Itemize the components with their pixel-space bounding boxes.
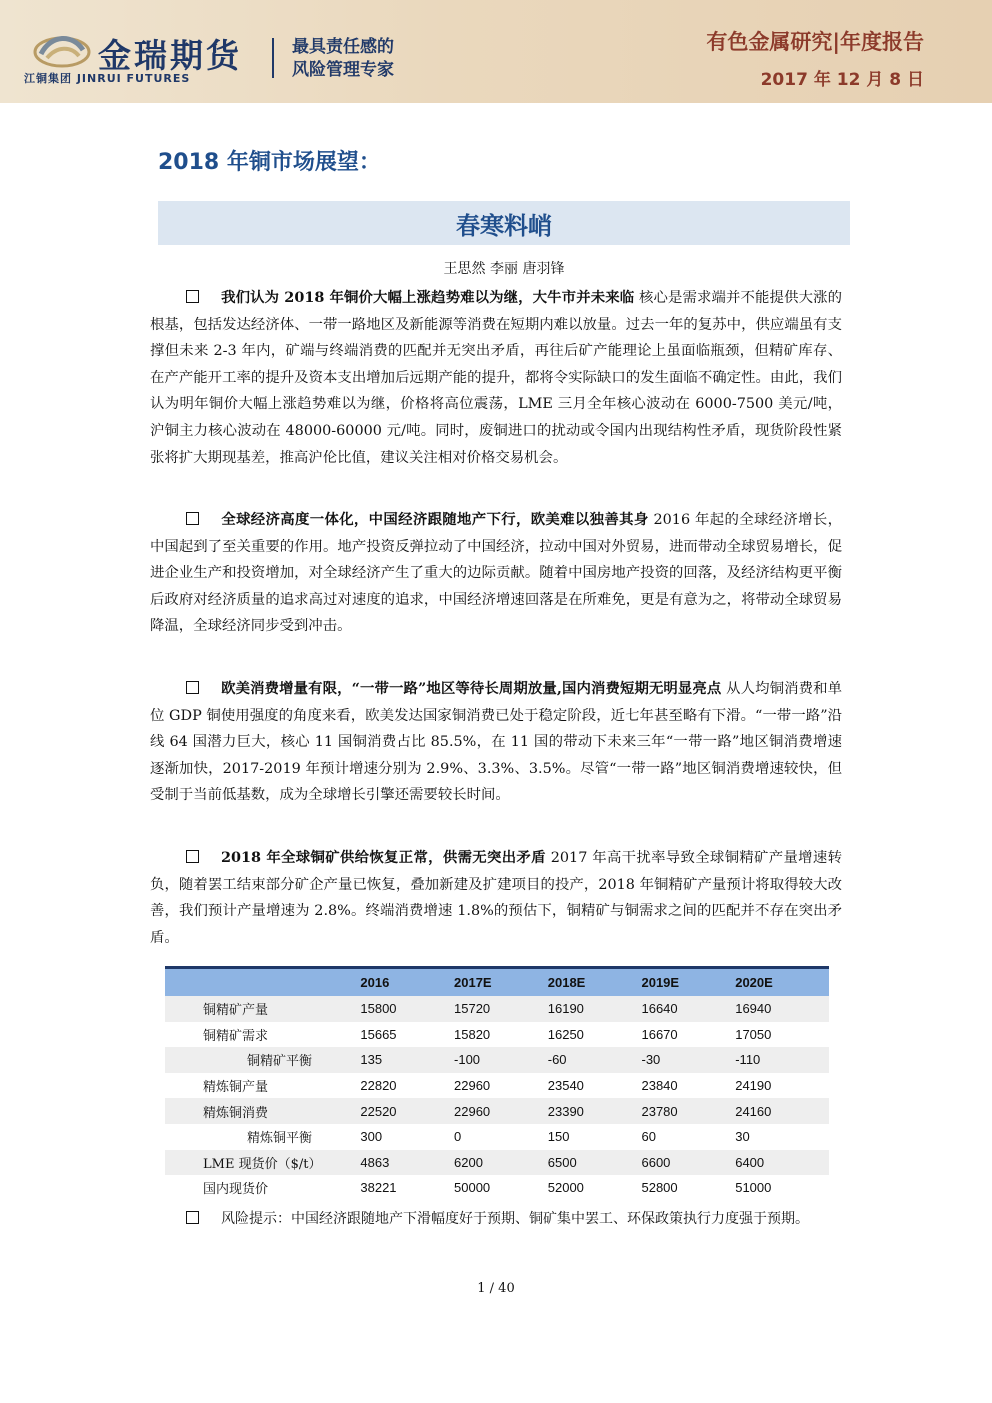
table-cell: 52800: [641, 1175, 735, 1201]
table-cell: 16250: [548, 1022, 642, 1048]
table-cell: 300: [360, 1124, 454, 1150]
brand-subtitle: 江铜集团 JINRUI FUTURES: [24, 72, 191, 85]
row-label: 国内现货价: [165, 1175, 360, 1201]
paragraph-body: 核心是需求端并不能提供大涨的根基，包括发达经济体、一带一路地区及新能源等消费在短期内难以放量。过去一年的复苏中，供应端虽有支撑但未来 2-3 年内，矿端与终端消费的匹配并无突出矛盾，再往后矿产能理论上虽面临瓶颈，但精矿库存、在产产能开工率的提升及资本支出增加后远期产能的提升，都将令实际缺口的发生面临不确定性。由此，我们认为明年铜价大幅上涨趋势难以为继，价格将高位震荡，LME 三月全年核心波动在 6000-7500 美元/吨，沪铜主力核心波动在 48000-60000 元/吨。同时，废铜进口的扰动或令国内出现结构性矛盾，现货阶段性紧张将扩大期现基差，推高沪伦比值，建议关注相对价格交易机会。: [150, 290, 842, 466]
checkbox-bullet-icon: [186, 290, 199, 303]
table-header-cell: 2016: [360, 968, 454, 997]
paragraph-body: 2016 年起的全球经济增长，中国起到了至关重要的作用。地产投资反弹拉动了中国经济，拉动中国对外贸易，进而带动全球贸易增长，促进企业生产和投资增加，对全球经济产生了重大的边际贡献。随着中国房地产投资的回落，及经济结构更平衡后政府对经济质量的追求高过对速度的追求，中国经济增速回落是在所难免，更是有意为之，将带动全球贸易降温，全球经济同步受到冲击。: [150, 512, 842, 635]
table-cell: 15800: [360, 996, 454, 1022]
table-row: [165, 1098, 829, 1124]
slogan-line-1: 最具责任感的: [292, 37, 394, 57]
risk-note: [150, 1206, 842, 1232]
report-type: 有色金属研究|年度报告: [706, 30, 924, 54]
table-row: [165, 1047, 829, 1073]
table-cell: 22820: [360, 1073, 454, 1099]
table-cell: 6400: [735, 1150, 829, 1176]
table-cell: 23780: [641, 1098, 735, 1124]
table-row: [165, 1073, 829, 1099]
table-header-cell: 2017E: [454, 968, 548, 997]
row-label: 精炼铜消费: [165, 1098, 360, 1124]
table-header-cell: 2018E: [548, 968, 642, 997]
table-cell: 6600: [641, 1150, 735, 1176]
table-header-cell: 2020E: [735, 968, 829, 997]
table-cell: -60: [548, 1047, 642, 1073]
checkbox-bullet-icon: [186, 850, 199, 863]
table-header-cell: 2019E: [641, 968, 735, 997]
report-header: [0, 0, 992, 103]
table-cell: 135: [360, 1047, 454, 1073]
row-label: 精炼铜平衡: [165, 1124, 360, 1150]
table-row: [165, 1150, 829, 1176]
table-cell: 52000: [548, 1175, 642, 1201]
paragraph-3: [150, 676, 842, 809]
paragraph-lead: 我们认为 2018 年铜价大幅上涨趋势难以为继，大牛市并未来临: [221, 289, 635, 306]
table-cell: 23840: [641, 1073, 735, 1099]
paragraph-1: [150, 285, 842, 471]
risk-text: 风险提示：中国经济跟随地产下滑幅度好于预期、铜矿集中罢工、环保政策执行力度强于预期。: [221, 1211, 809, 1227]
table-cell: 22520: [360, 1098, 454, 1124]
table-cell: -30: [641, 1047, 735, 1073]
table-cell: 30: [735, 1124, 829, 1150]
table-cell: -110: [735, 1047, 829, 1073]
table-cell: 16190: [548, 996, 642, 1022]
table-cell: 23390: [548, 1098, 642, 1124]
page-number: 1 / 40: [477, 1281, 515, 1296]
paragraph-4: [150, 845, 842, 951]
table-row: [165, 996, 829, 1022]
table-cell: 16940: [735, 996, 829, 1022]
header-divider: [272, 38, 274, 78]
checkbox-bullet-icon: [186, 512, 199, 525]
subtitle-banner: [158, 201, 850, 245]
table-cell: 60: [641, 1124, 735, 1150]
table-cell: 16670: [641, 1022, 735, 1048]
checkbox-bullet-icon: [186, 681, 199, 694]
row-label: 精炼铜产量: [165, 1073, 360, 1099]
brand-name: 金瑞期货: [98, 36, 242, 75]
table-cell: 23540: [548, 1073, 642, 1099]
slogan: [292, 36, 394, 82]
paragraph-lead: 欧美消费增量有限，“一带一路”地区等待长周期放量,国内消费短期无明显亮点: [221, 680, 722, 697]
table-cell: 22960: [454, 1098, 548, 1124]
table-cell: 0: [454, 1124, 548, 1150]
table-cell: 17050: [735, 1022, 829, 1048]
checkbox-bullet-icon: [186, 1211, 199, 1224]
table-cell: 24160: [735, 1098, 829, 1124]
page-title: 2018 年铜市场展望：: [158, 150, 381, 175]
subtitle: 春寒料峭: [456, 211, 552, 240]
authors: 王思然 李丽 唐羽锋: [443, 261, 565, 277]
table-cell: 15665: [360, 1022, 454, 1048]
table-cell: 22960: [454, 1073, 548, 1099]
row-label: 铜精矿需求: [165, 1022, 360, 1048]
table-cell: 50000: [454, 1175, 548, 1201]
jinrui-logo-icon: [33, 28, 91, 70]
table-cell: -100: [454, 1047, 548, 1073]
paragraph-lead: 全球经济高度一体化，中国经济跟随地产下行，欧美难以独善其身: [221, 511, 649, 528]
report-date: 2017 年 12 月 8 日: [760, 70, 924, 90]
table-cell: 16640: [641, 996, 735, 1022]
table-cell: 6500: [548, 1150, 642, 1176]
table-cell: 38221: [360, 1175, 454, 1201]
table-row: [165, 1022, 829, 1048]
row-label: LME 现货价（$/t）: [165, 1150, 360, 1176]
paragraph-body: 从人均铜消费和单位 GDP 铜使用强度的角度来看，欧美发达国家铜消费已处于稳定阶段，近七年甚至略有下滑。“一带一路”沿线 64 国潜力巨大，核心 11 国铜消费占比 85.5%，在 11 国的带动下未来三年“一带一路”地区铜消费增速逐渐加快，2017-2019 年预计增速分别为 2.9%、3.3%、3.5%。尽管“一带一路”地区铜消费增速较快，但受制于当前低基数，成为全球增长引擎还需要较长时间。: [150, 681, 842, 804]
table-row: [165, 1175, 829, 1201]
table-cell: 4863: [360, 1150, 454, 1176]
paragraph-body: 2017 年高干扰率导致全球铜精矿产量增速转负，随着罢工结束部分矿企产量已恢复，叠加新建及扩建项目的投产，2018 年铜精矿产量预计将取得较大改善，我们预计产量增速为 2.8%。终端消费增速 1.8%的预估下，铜精矿与铜需求之间的匹配并不存在突出矛盾。: [150, 850, 842, 946]
paragraph-lead: 2018 年全球铜矿供给恢复正常，供需无突出矛盾: [221, 849, 546, 866]
table-cell: 15720: [454, 996, 548, 1022]
table-cell: 24190: [735, 1073, 829, 1099]
table-header-cell: [165, 968, 360, 997]
slogan-line-2: 风险管理专家: [292, 60, 394, 80]
row-label: 铜精矿平衡: [165, 1047, 360, 1073]
table-row: [165, 1124, 829, 1150]
table-cell: 150: [548, 1124, 642, 1150]
table-cell: 15820: [454, 1022, 548, 1048]
table-cell: 6200: [454, 1150, 548, 1176]
table-header-row: [165, 968, 829, 997]
table-cell: 51000: [735, 1175, 829, 1201]
supply-demand-table: [165, 966, 829, 1201]
paragraph-2: [150, 507, 842, 640]
row-label: 铜精矿产量: [165, 996, 360, 1022]
